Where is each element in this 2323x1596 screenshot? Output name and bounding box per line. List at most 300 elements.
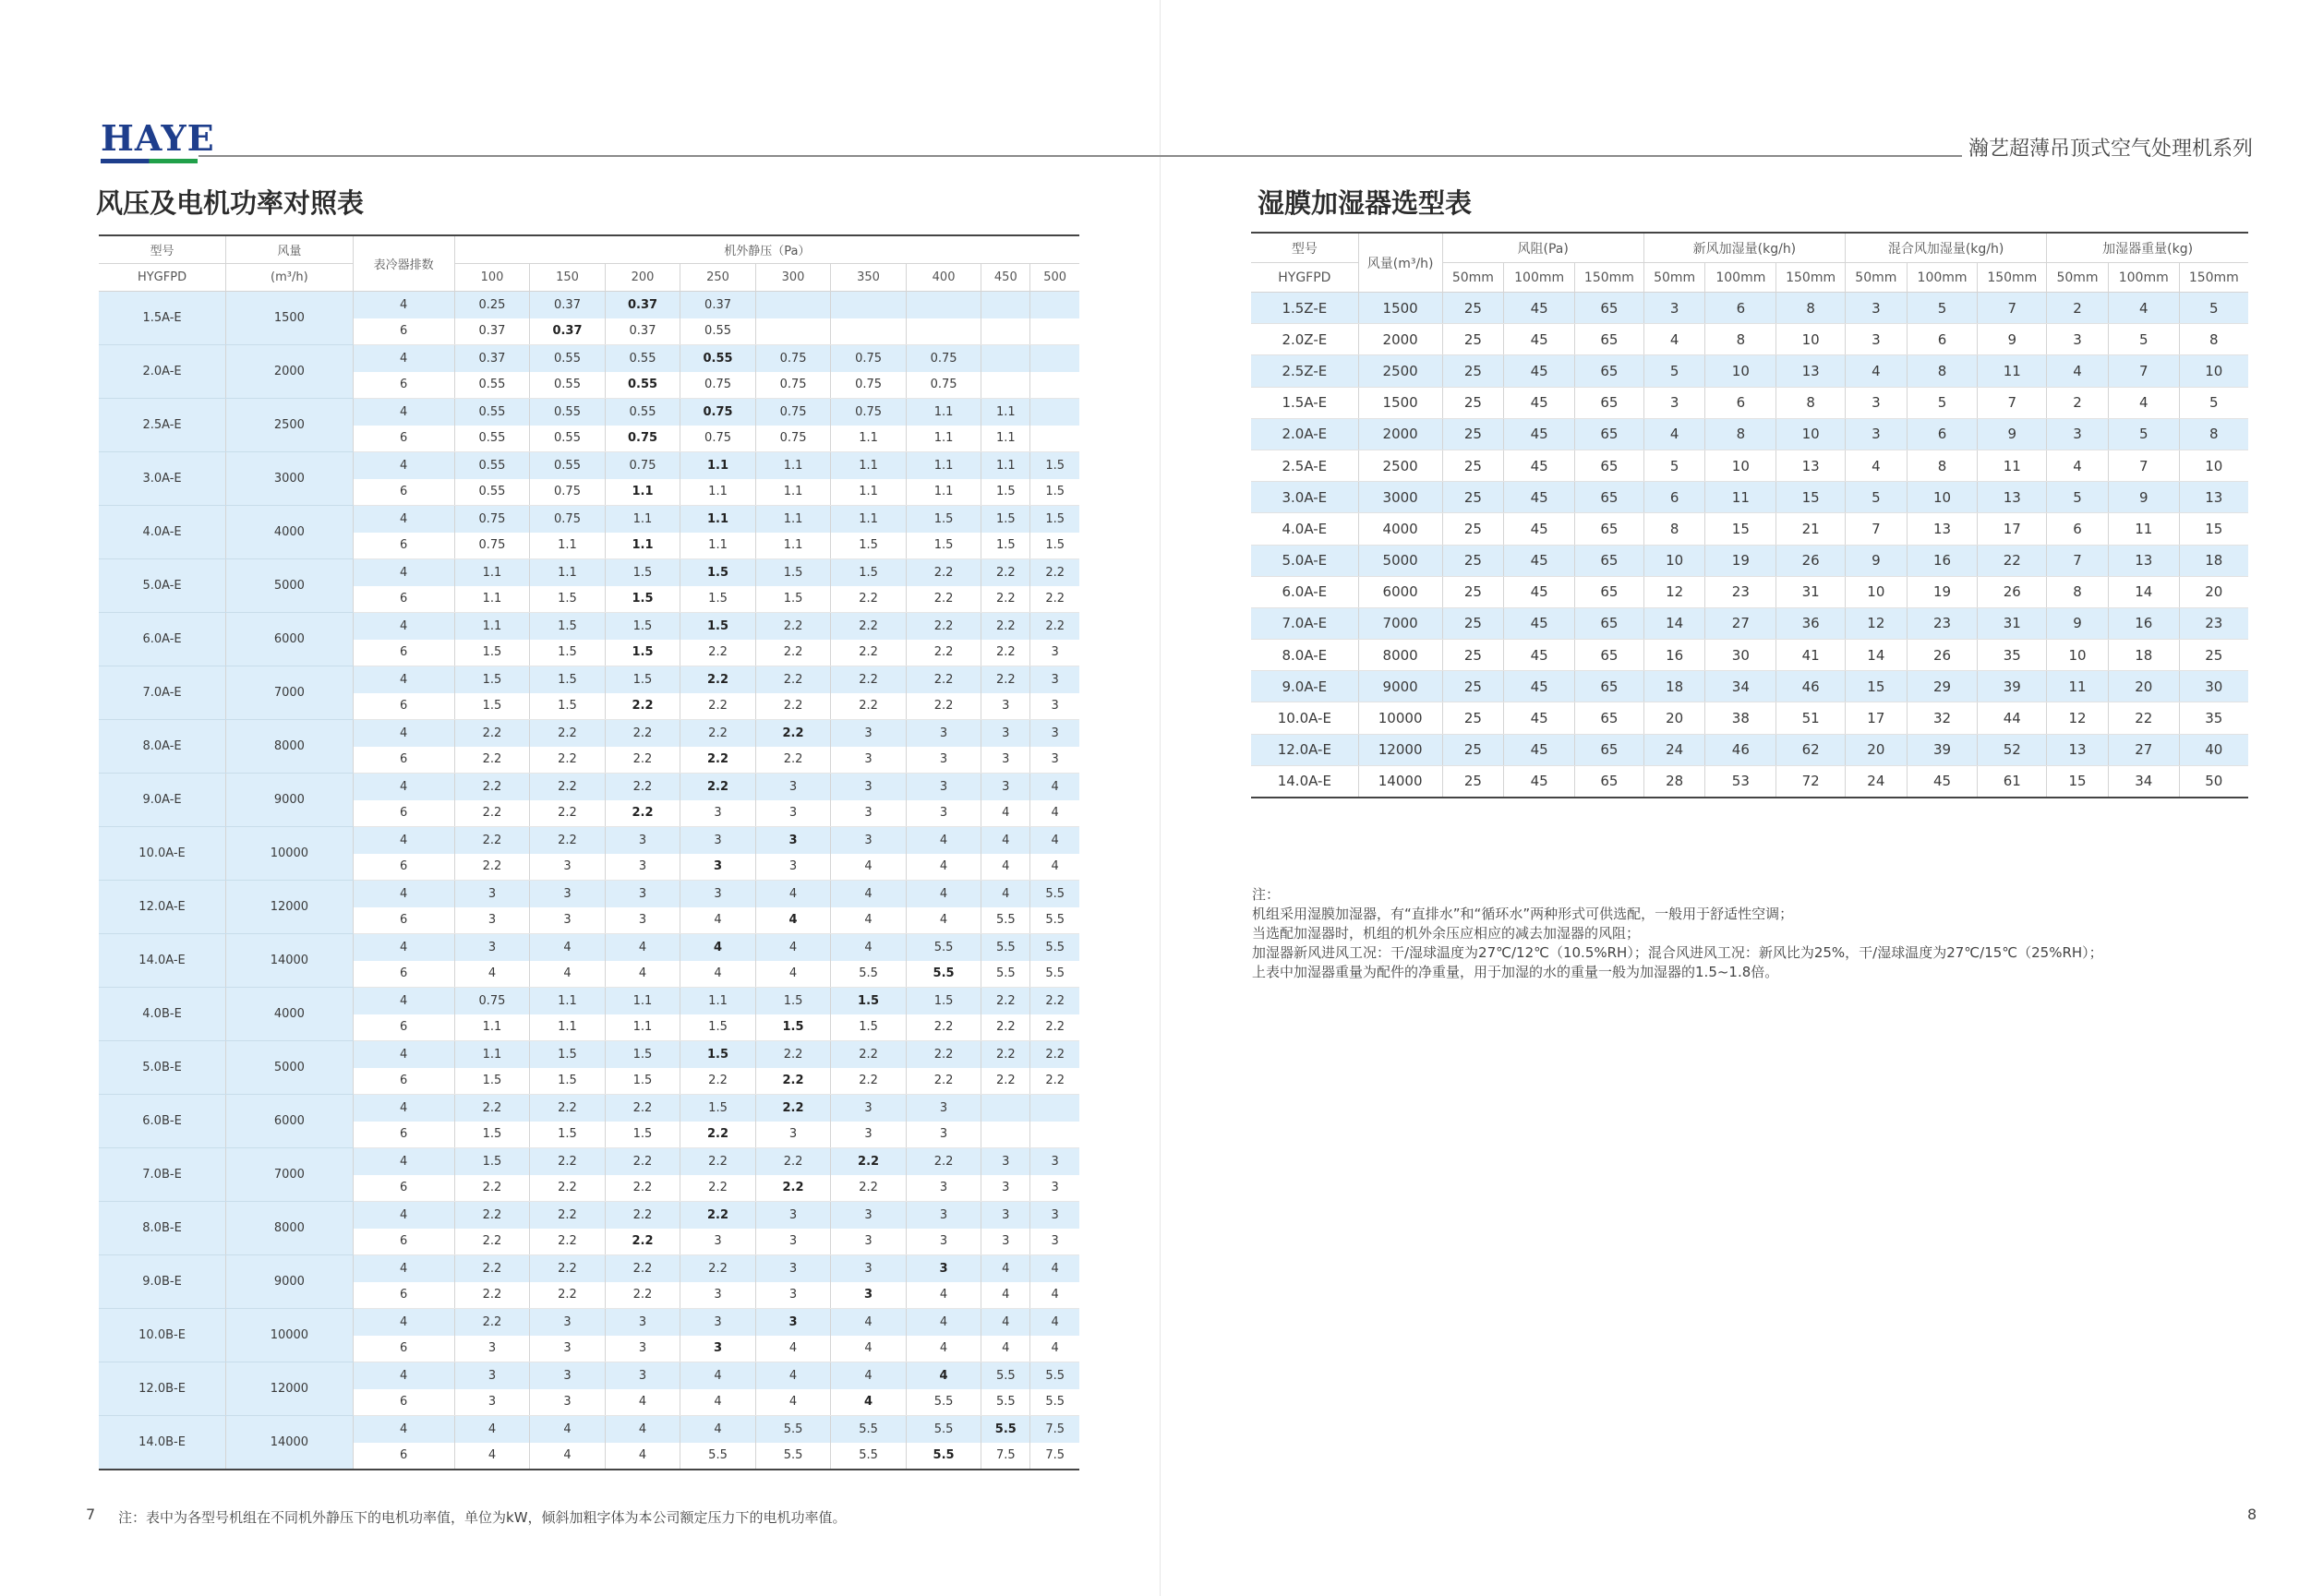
power-cell: 2.2 <box>981 1041 1030 1068</box>
value-cell: 5000 <box>1358 545 1442 576</box>
model-cell: 2.0A-E <box>99 345 226 399</box>
value-cell: 4 <box>2108 387 2179 418</box>
table-row <box>1251 607 2248 639</box>
col-pressure: 400 <box>906 264 981 292</box>
model-cell: 7.0A-E <box>1251 607 1358 639</box>
power-cell: 5.5 <box>981 961 1030 988</box>
power-cell <box>831 292 907 318</box>
value-cell: 9000 <box>1358 671 1442 702</box>
power-cell: 2.2 <box>906 693 981 720</box>
power-cell: 2.2 <box>1030 613 1079 640</box>
value-cell: 45 <box>1504 702 1575 734</box>
value-cell: 13 <box>1776 355 1846 387</box>
col-coil-rows: 表冷器排数 <box>353 235 454 292</box>
airflow-cell: 7000 <box>226 666 354 720</box>
power-cell: 4 <box>981 1309 1030 1336</box>
power-cell: 4 <box>755 881 831 907</box>
value-cell: 10 <box>1705 450 1776 481</box>
power-cell: 1.5 <box>831 1014 907 1041</box>
airflow-cell: 6000 <box>226 613 354 666</box>
table-row <box>1251 387 2248 418</box>
power-cell: 3 <box>755 1255 831 1282</box>
coil-rows-cell: 6 <box>353 1068 454 1095</box>
value-cell: 7 <box>1846 513 1908 545</box>
power-cell: 1.1 <box>831 506 907 533</box>
power-cell: 2.2 <box>831 666 907 693</box>
table-row <box>99 1255 1079 1282</box>
power-cell: 5.5 <box>1030 1362 1079 1389</box>
coil-rows-cell: 4 <box>353 988 454 1014</box>
power-cell: 1.5 <box>605 613 680 640</box>
coil-rows-cell: 6 <box>353 318 454 345</box>
power-cell: 1.5 <box>605 640 680 666</box>
table-row <box>1251 734 2248 765</box>
value-cell: 16 <box>1643 640 1705 671</box>
power-cell: 5.5 <box>981 934 1030 961</box>
power-cell: 3 <box>831 800 907 827</box>
power-cell: 3 <box>831 1255 907 1282</box>
power-cell: 1.5 <box>605 1122 680 1148</box>
power-cell: 2.2 <box>680 640 756 666</box>
power-cell: 2.2 <box>755 747 831 774</box>
humidifier-selection-table <box>1251 232 2248 798</box>
coil-rows-cell: 6 <box>353 854 454 881</box>
coil-rows-cell: 4 <box>353 666 454 693</box>
power-cell: 2.2 <box>530 1229 606 1255</box>
col-pressure: 100 <box>454 264 530 292</box>
value-cell: 45 <box>1504 450 1575 481</box>
power-cell: 4 <box>454 1416 530 1443</box>
power-cell: 3 <box>530 1336 606 1362</box>
coil-rows-cell: 4 <box>353 1309 454 1336</box>
power-cell: 1.5 <box>981 506 1030 533</box>
hcol-resistance: 风阻(Pa) <box>1442 233 1643 263</box>
power-cell: 1.1 <box>454 586 530 613</box>
power-cell: 1.5 <box>755 1014 831 1041</box>
power-cell: 2.2 <box>755 1148 831 1175</box>
airflow-cell: 3000 <box>226 452 354 506</box>
coil-rows-cell: 4 <box>353 1202 454 1229</box>
table-row <box>1251 324 2248 355</box>
power-cell: 3 <box>981 1148 1030 1175</box>
value-cell: 25 <box>1442 671 1504 702</box>
power-cell: 0.75 <box>906 372 981 399</box>
value-cell: 11 <box>2108 513 2179 545</box>
value-cell: 7 <box>2047 545 2109 576</box>
table-row <box>99 934 1079 961</box>
model-cell: 8.0A-E <box>99 720 226 774</box>
power-cell: 3 <box>454 907 530 934</box>
hcol-thickness: 50mm <box>1643 263 1705 293</box>
table-row <box>1251 640 2248 671</box>
power-cell: 7.5 <box>981 1443 1030 1470</box>
coil-rows-cell: 6 <box>353 907 454 934</box>
col-pressure: 200 <box>605 264 680 292</box>
power-cell: 5.5 <box>755 1416 831 1443</box>
note-line: 加湿器新风进风工况：干/湿球温度为27℃/12℃（10.5%RH）；混合风进风工况：新风比为25%，干/湿球温度为27℃/15℃（25%RH）； <box>1252 944 2103 961</box>
value-cell: 5 <box>2047 482 2109 513</box>
hcol-thickness: 50mm <box>1442 263 1504 293</box>
hcol-thickness: 100mm <box>1907 263 1978 293</box>
power-cell: 0.55 <box>605 372 680 399</box>
power-cell: 1.5 <box>454 640 530 666</box>
power-cell: 1.5 <box>530 586 606 613</box>
value-cell: 4 <box>1846 450 1908 481</box>
power-cell: 3 <box>981 720 1030 747</box>
value-cell: 5 <box>1643 450 1705 481</box>
value-cell: 12 <box>1846 607 1908 639</box>
value-cell: 45 <box>1504 765 1575 798</box>
power-cell: 2.2 <box>755 666 831 693</box>
power-cell: 2.2 <box>906 613 981 640</box>
power-cell: 2.2 <box>605 1255 680 1282</box>
value-cell: 12 <box>2047 702 2109 734</box>
power-cell: 5.5 <box>981 1389 1030 1416</box>
power-cell: 1.1 <box>454 559 530 586</box>
model-cell: 1.5Z-E <box>1251 293 1358 324</box>
table-row <box>99 559 1079 586</box>
power-cell: 4 <box>906 881 981 907</box>
power-cell: 2.2 <box>906 640 981 666</box>
value-cell: 45 <box>1907 765 1978 798</box>
power-cell: 1.5 <box>981 479 1030 506</box>
coil-rows-cell: 4 <box>353 827 454 854</box>
power-cell <box>981 1122 1030 1148</box>
value-cell: 65 <box>1575 576 1644 607</box>
model-cell: 2.5A-E <box>1251 450 1358 481</box>
humidifier-table-title: 湿膜加湿器选型表 <box>1258 187 1473 219</box>
power-cell: 2.2 <box>831 1148 907 1175</box>
value-cell: 19 <box>1705 545 1776 576</box>
airflow-cell: 2500 <box>226 399 354 452</box>
value-cell: 2 <box>2047 293 2109 324</box>
table-row <box>1251 702 2248 734</box>
power-cell: 2.2 <box>605 693 680 720</box>
value-cell: 26 <box>1776 545 1846 576</box>
power-cell: 1.1 <box>454 1041 530 1068</box>
table-row <box>99 1041 1079 1068</box>
power-cell: 1.5 <box>530 1068 606 1095</box>
power-cell: 1.5 <box>831 559 907 586</box>
power-cell: 2.2 <box>454 747 530 774</box>
power-cell: 0.55 <box>530 426 606 452</box>
value-cell: 45 <box>1504 576 1575 607</box>
power-cell: 4 <box>831 934 907 961</box>
power-cell: 5.5 <box>755 1443 831 1470</box>
value-cell: 25 <box>1442 545 1504 576</box>
hcol-mixed-humidification: 混合风加湿量(kg/h) <box>1846 233 2047 263</box>
humidifier-table-body <box>1251 293 2248 798</box>
value-cell: 25 <box>1442 576 1504 607</box>
table-row <box>99 666 1079 693</box>
coil-rows-cell: 4 <box>353 881 454 907</box>
power-cell: 1.1 <box>680 506 756 533</box>
model-cell: 10.0A-E <box>99 827 226 881</box>
value-cell: 10 <box>1907 482 1978 513</box>
power-cell: 0.75 <box>454 533 530 559</box>
power-cell: 3 <box>1030 640 1079 666</box>
model-cell: 4.0A-E <box>99 506 226 559</box>
airflow-cell: 5000 <box>226 1041 354 1095</box>
fan-table-body <box>99 292 1079 1470</box>
value-cell: 65 <box>1575 734 1644 765</box>
value-cell: 15 <box>1846 671 1908 702</box>
power-cell: 1.5 <box>454 1068 530 1095</box>
power-cell: 1.1 <box>755 479 831 506</box>
table-row <box>1251 293 2248 324</box>
coil-rows-cell: 4 <box>353 720 454 747</box>
value-cell: 25 <box>1442 513 1504 545</box>
value-cell: 10 <box>1705 355 1776 387</box>
table-row <box>99 345 1079 372</box>
power-cell: 2.2 <box>1030 1068 1079 1095</box>
coil-rows-cell: 6 <box>353 1175 454 1202</box>
power-cell: 1.5 <box>605 1068 680 1095</box>
power-cell: 2.2 <box>530 827 606 854</box>
power-cell: 1.5 <box>680 1041 756 1068</box>
power-cell: 4 <box>680 934 756 961</box>
note-line: 上表中加湿器重量为配件的净重量，用于加湿的水的重量一般为加湿器的1.5~1.8倍。 <box>1252 964 1779 980</box>
power-cell: 3 <box>680 1282 756 1309</box>
logo-bar <box>101 159 198 163</box>
power-cell: 3 <box>831 774 907 800</box>
power-cell: 3 <box>906 1202 981 1229</box>
hcol-thickness: 100mm <box>2108 263 2179 293</box>
model-cell: 12.0A-E <box>1251 734 1358 765</box>
value-cell: 16 <box>1907 545 1978 576</box>
value-cell: 18 <box>1643 671 1705 702</box>
coil-rows-cell: 4 <box>353 452 454 479</box>
power-cell <box>981 372 1030 399</box>
power-cell: 2.2 <box>755 1095 831 1122</box>
power-cell: 2.2 <box>454 800 530 827</box>
power-cell: 4 <box>831 1309 907 1336</box>
value-cell: 31 <box>1776 576 1846 607</box>
power-cell: 0.37 <box>454 345 530 372</box>
table-row <box>99 988 1079 1014</box>
power-cell: 5.5 <box>1030 934 1079 961</box>
value-cell: 14 <box>1846 640 1908 671</box>
value-cell: 4 <box>1846 355 1908 387</box>
airflow-cell: 4000 <box>226 988 354 1041</box>
value-cell: 13 <box>2047 734 2109 765</box>
fan-table-header <box>99 235 1079 292</box>
power-cell: 4 <box>1030 800 1079 827</box>
power-cell: 3 <box>755 1202 831 1229</box>
power-cell: 5.5 <box>906 934 981 961</box>
value-cell: 16 <box>2108 607 2179 639</box>
table-row <box>99 506 1079 533</box>
value-cell: 2000 <box>1358 418 1442 450</box>
value-cell: 10 <box>2179 450 2248 481</box>
value-cell: 14000 <box>1358 765 1442 798</box>
power-cell: 3 <box>680 1336 756 1362</box>
value-cell: 10 <box>1776 324 1846 355</box>
value-cell: 4 <box>1643 418 1705 450</box>
fan-table-note: 注：表中为各型号机组在不同机外静压下的电机功率值，单位为kW，倾斜加粗字体为本公司额定压力下的电机功率值。 <box>118 1509 847 1526</box>
value-cell: 9 <box>1978 418 2047 450</box>
power-cell: 2.2 <box>605 1282 680 1309</box>
power-cell: 2.2 <box>454 1175 530 1202</box>
power-cell <box>1030 426 1079 452</box>
power-cell: 2.2 <box>981 988 1030 1014</box>
power-cell: 7.5 <box>1030 1443 1079 1470</box>
value-cell: 8 <box>1776 387 1846 418</box>
value-cell: 2000 <box>1358 324 1442 355</box>
value-cell: 31 <box>1978 607 2047 639</box>
hcol-model: 型号 <box>1251 233 1358 263</box>
power-cell: 4 <box>605 1389 680 1416</box>
power-cell: 2.2 <box>981 1068 1030 1095</box>
power-cell: 3 <box>1030 1229 1079 1255</box>
power-cell: 2.2 <box>831 586 907 613</box>
table-row <box>1251 482 2248 513</box>
power-cell: 1.1 <box>831 426 907 452</box>
power-cell: 5.5 <box>831 961 907 988</box>
power-cell: 4 <box>755 934 831 961</box>
power-cell: 2.2 <box>981 666 1030 693</box>
power-cell: 0.75 <box>755 345 831 372</box>
power-cell: 3 <box>906 747 981 774</box>
value-cell: 45 <box>1504 355 1575 387</box>
note-line: 当选配加湿器时，机组的机外余压应相应的减去加湿器的风阻； <box>1252 925 1641 942</box>
power-cell: 2.2 <box>755 720 831 747</box>
power-cell: 2.2 <box>454 1095 530 1122</box>
power-cell: 5.5 <box>831 1416 907 1443</box>
power-cell: 3 <box>680 1309 756 1336</box>
coil-rows-cell: 4 <box>353 613 454 640</box>
value-cell: 1500 <box>1358 293 1442 324</box>
value-cell: 45 <box>1504 607 1575 639</box>
power-cell: 0.75 <box>755 426 831 452</box>
power-cell: 1.5 <box>1030 506 1079 533</box>
power-cell: 1.5 <box>454 666 530 693</box>
power-cell: 3 <box>906 800 981 827</box>
value-cell: 45 <box>1504 513 1575 545</box>
value-cell: 15 <box>2179 513 2248 545</box>
value-cell: 6 <box>1705 293 1776 324</box>
power-cell: 2.2 <box>981 640 1030 666</box>
coil-rows-cell: 6 <box>353 1122 454 1148</box>
value-cell: 3 <box>1643 293 1705 324</box>
power-cell: 2.2 <box>530 774 606 800</box>
power-cell: 2.2 <box>605 1202 680 1229</box>
value-cell: 35 <box>1978 640 2047 671</box>
value-cell: 44 <box>1978 702 2047 734</box>
power-cell: 2.2 <box>981 559 1030 586</box>
coil-rows-cell: 6 <box>353 1336 454 1362</box>
value-cell: 21 <box>1776 513 1846 545</box>
hcol-airflow: 风量(m³/h) <box>1358 233 1442 293</box>
value-cell: 61 <box>1978 765 2047 798</box>
table-row <box>99 1362 1079 1389</box>
power-cell: 3 <box>831 827 907 854</box>
power-cell <box>755 318 831 345</box>
coil-rows-cell: 4 <box>353 345 454 372</box>
table-row <box>99 452 1079 479</box>
power-cell: 2.2 <box>906 1148 981 1175</box>
coil-rows-cell: 6 <box>353 1014 454 1041</box>
value-cell: 25 <box>1442 355 1504 387</box>
humidifier-notes <box>1252 885 2103 982</box>
power-cell: 2.2 <box>755 640 831 666</box>
model-cell: 7.0A-E <box>99 666 226 720</box>
hcol-model-sub: HYGFPD <box>1251 263 1358 293</box>
value-cell: 6 <box>1643 482 1705 513</box>
value-cell: 65 <box>1575 324 1644 355</box>
model-cell: 6.0A-E <box>1251 576 1358 607</box>
page-divider <box>1160 0 1161 1596</box>
value-cell: 25 <box>1442 734 1504 765</box>
power-cell: 3 <box>755 800 831 827</box>
power-cell: 3 <box>906 1229 981 1255</box>
model-cell: 2.0A-E <box>1251 418 1358 450</box>
value-cell: 41 <box>1776 640 1846 671</box>
series-title: 瀚艺超薄吊顶式空气处理机系列 <box>1968 138 2253 161</box>
value-cell: 65 <box>1575 355 1644 387</box>
value-cell: 11 <box>2047 671 2109 702</box>
model-cell: 3.0A-E <box>1251 482 1358 513</box>
value-cell: 3000 <box>1358 482 1442 513</box>
table-row <box>99 720 1079 747</box>
value-cell: 8 <box>2047 576 2109 607</box>
power-cell: 0.75 <box>454 506 530 533</box>
coil-rows-cell: 4 <box>353 1255 454 1282</box>
power-cell: 4 <box>981 1282 1030 1309</box>
power-cell: 1.5 <box>906 988 981 1014</box>
power-cell: 3 <box>605 854 680 881</box>
power-cell <box>906 292 981 318</box>
power-cell: 4 <box>906 1282 981 1309</box>
value-cell: 13 <box>2179 482 2248 513</box>
value-cell: 25 <box>1442 702 1504 734</box>
power-cell <box>1030 345 1079 372</box>
power-cell: 1.5 <box>530 666 606 693</box>
power-cell: 3 <box>981 774 1030 800</box>
power-cell: 1.1 <box>605 506 680 533</box>
power-cell: 2.2 <box>755 693 831 720</box>
value-cell: 8000 <box>1358 640 1442 671</box>
power-cell: 3 <box>1030 747 1079 774</box>
power-cell: 3 <box>530 881 606 907</box>
table-row <box>99 827 1079 854</box>
power-cell: 3 <box>906 720 981 747</box>
coil-rows-cell: 6 <box>353 1282 454 1309</box>
logo-text: HAYE <box>101 117 215 159</box>
power-cell: 3 <box>1030 666 1079 693</box>
hcol-thickness: 100mm <box>1504 263 1575 293</box>
value-cell: 30 <box>1705 640 1776 671</box>
power-cell: 1.1 <box>831 452 907 479</box>
value-cell: 3 <box>2047 418 2109 450</box>
value-cell: 27 <box>1705 607 1776 639</box>
value-cell: 25 <box>1442 324 1504 355</box>
power-cell: 5.5 <box>981 907 1030 934</box>
value-cell: 11 <box>1978 355 2047 387</box>
value-cell: 65 <box>1575 482 1644 513</box>
value-cell: 2 <box>2047 387 2109 418</box>
power-cell: 0.75 <box>755 372 831 399</box>
value-cell: 20 <box>1846 734 1908 765</box>
power-cell: 3 <box>454 1336 530 1362</box>
power-cell: 1.5 <box>755 988 831 1014</box>
power-cell: 1.5 <box>530 640 606 666</box>
coil-rows-cell: 4 <box>353 1416 454 1443</box>
power-cell: 4 <box>831 1389 907 1416</box>
power-cell: 4 <box>680 907 756 934</box>
value-cell: 17 <box>1846 702 1908 734</box>
power-cell: 3 <box>605 827 680 854</box>
